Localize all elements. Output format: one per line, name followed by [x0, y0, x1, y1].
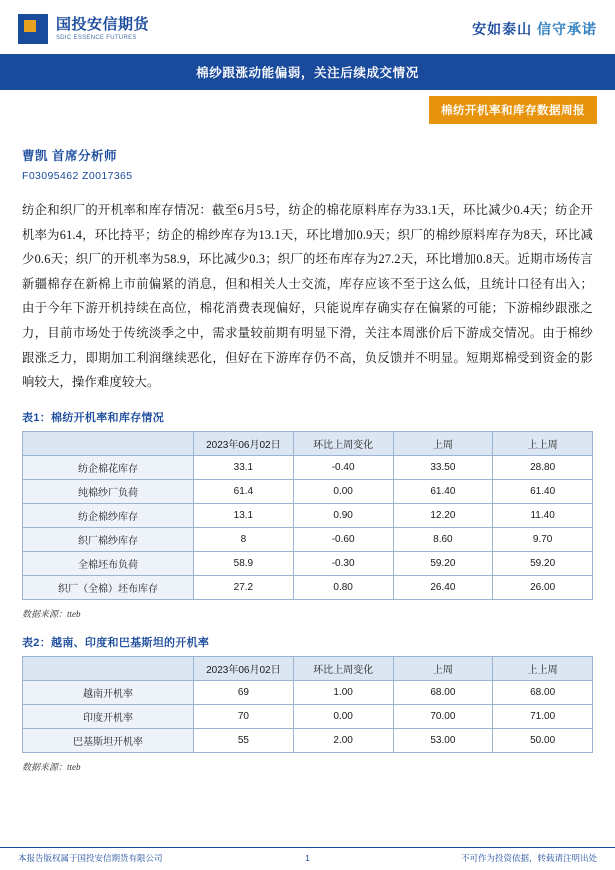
- table1-section: [0, 395, 615, 620]
- table1-cell: 61.4: [194, 479, 294, 503]
- table-row: [23, 527, 593, 551]
- table1-cell: 纺企棉花库存: [23, 455, 194, 479]
- footer-copyright: 本报告版权属于国投安信期货有限公司: [18, 853, 163, 863]
- table1-cell: 61.40: [393, 479, 493, 503]
- table1-header-row: [23, 431, 593, 455]
- table1-cell: 33.50: [393, 455, 493, 479]
- table2-cell: 50.00: [493, 728, 593, 752]
- table2-caption: 表2：越南、印度和巴基斯坦的开机率: [22, 636, 210, 649]
- table2-cell: 越南开机率: [23, 680, 194, 704]
- table1-cell: 11.40: [493, 503, 593, 527]
- table1-source: 数据来源：tteb: [22, 608, 81, 619]
- table1-cell: 59.20: [393, 551, 493, 575]
- report-type-badge: 棉纺开机率和库存数据周报: [429, 96, 597, 124]
- table1-cell: 58.9: [194, 551, 294, 575]
- table1-cell: 28.80: [493, 455, 593, 479]
- page-header: [0, 0, 615, 54]
- table2-header-cell: 2023年06月02日: [194, 656, 294, 680]
- table2-cell: 2.00: [293, 728, 393, 752]
- table1-cell: 0.00: [293, 479, 393, 503]
- table1-header-cell: [23, 431, 194, 455]
- brand: [18, 14, 149, 44]
- table1-cell: 9.70: [493, 527, 593, 551]
- table1: [22, 431, 593, 600]
- table2-cell: 0.00: [293, 704, 393, 728]
- page-title: 棉纱跟涨动能偏弱，关注后续成交情况: [0, 54, 615, 90]
- table1-cell: 59.20: [493, 551, 593, 575]
- author-block: [0, 124, 615, 182]
- table1-cell: 织厂棉纱库存: [23, 527, 194, 551]
- table2-cell: 69: [194, 680, 294, 704]
- brand-name-en: SDIC ESSENCE FUTURES: [56, 34, 137, 41]
- page-footer: [0, 847, 615, 870]
- table2-cell: 1.00: [293, 680, 393, 704]
- table2-cell: 70: [194, 704, 294, 728]
- author-name: 曹凯 首席分析师: [22, 149, 117, 163]
- brand-text: [56, 17, 149, 41]
- footer-page-number: 1: [305, 853, 310, 863]
- table1-cell: 0.90: [293, 503, 393, 527]
- table2-cell: 70.00: [393, 704, 493, 728]
- table2-cell: 68.00: [493, 680, 593, 704]
- table1-cell: 26.00: [493, 575, 593, 599]
- table1-cell: -0.40: [293, 455, 393, 479]
- brand-slogan: [472, 19, 597, 39]
- table2-cell: 印度开机率: [23, 704, 194, 728]
- table2-header-row: [23, 656, 593, 680]
- table1-cell: 13.1: [194, 503, 294, 527]
- table1-cell: -0.60: [293, 527, 393, 551]
- table2: [22, 656, 593, 753]
- table1-cell: 12.20: [393, 503, 493, 527]
- table1-cell: 33.1: [194, 455, 294, 479]
- table1-header-cell: 上周: [393, 431, 493, 455]
- slogan-part-b: 信守承诺: [537, 21, 597, 37]
- table1-cell: 8: [194, 527, 294, 551]
- subtitle-row: [0, 90, 615, 124]
- table1-header-cell: 环比上周变化: [293, 431, 393, 455]
- table1-cell: 纯棉纱厂负荷: [23, 479, 194, 503]
- table1-header-cell: 2023年06月02日: [194, 431, 294, 455]
- table1-caption: 表1：棉纺开机率和库存情况: [22, 411, 165, 424]
- table1-header-cell: 上上周: [493, 431, 593, 455]
- table1-cell: 0.80: [293, 575, 393, 599]
- table-row: [23, 455, 593, 479]
- slogan-part-a: 安如泰山: [472, 21, 533, 37]
- brand-name-cn: 国投安信期货: [56, 15, 150, 33]
- table-row: [23, 575, 593, 599]
- table1-cell: -0.30: [293, 551, 393, 575]
- table2-header-cell: 上周: [393, 656, 493, 680]
- table2-section: [0, 620, 615, 773]
- table2-source: 数据来源：tteb: [22, 761, 81, 772]
- table1-cell: 27.2: [194, 575, 294, 599]
- table2-cell: 71.00: [493, 704, 593, 728]
- footer-disclaimer: 不可作为投资依据，转载请注明出处: [461, 853, 598, 863]
- author-license-code: F03095462 Z0017365: [22, 170, 133, 182]
- table1-cell: 织厂（全棉）坯布库存: [23, 575, 194, 599]
- table2-cell: 68.00: [393, 680, 493, 704]
- table-row: [23, 503, 593, 527]
- body-paragraph: 纺企和织厂的开机率和库存情况：截至6月5号，纺企的棉花原料库存为33.1天，环比减少0.4天；纺企开机率为61.4，环比持平；纺企的棉纱库存为13.1天，环比增加0.9天；织厂的棉纱原料库存为8天，环比减少0.6天；织厂的开机率为58.9，环比减少0.3；织厂的坯布库存为27.2天，环比增加0.8天。近期市场传言新疆棉存在新棉上市前偏紧的消息，但和相关人士交流，库存应该不至于这么低，且统计口径有出入；由于今年下游开机持续在高位，棉花消费表现偏好，只能说库存确实存在偏紧的可能；下游棉纱跟涨之力，目前市场处于传统淡季之中，需求量较前期有明显下滑，关注本周涨价后下游成交情况。由于棉纱跟涨乏力，即期加工利润继续恶化，但好在下游库存仍不高，负反馈并不明显。短期郑棉受到资金的影响较大，操作难度较大。: [22, 203, 593, 390]
- table2-cell: 巴基斯坦开机率: [23, 728, 194, 752]
- table2-cell: 53.00: [393, 728, 493, 752]
- table1-cell: 61.40: [493, 479, 593, 503]
- table-row: [23, 704, 593, 728]
- table-row: [23, 680, 593, 704]
- table2-header-cell: 上上周: [493, 656, 593, 680]
- table1-cell: 26.40: [393, 575, 493, 599]
- table2-header-cell: 环比上周变化: [293, 656, 393, 680]
- square-logo-icon: [18, 14, 48, 44]
- table-row: [23, 479, 593, 503]
- table2-cell: 55: [194, 728, 294, 752]
- table1-cell: 全棉坯布负荷: [23, 551, 194, 575]
- table-row: [23, 551, 593, 575]
- table2-header-cell: [23, 656, 194, 680]
- table1-cell: 8.60: [393, 527, 493, 551]
- table-row: [23, 728, 593, 752]
- table1-cell: 纺企棉纱库存: [23, 503, 194, 527]
